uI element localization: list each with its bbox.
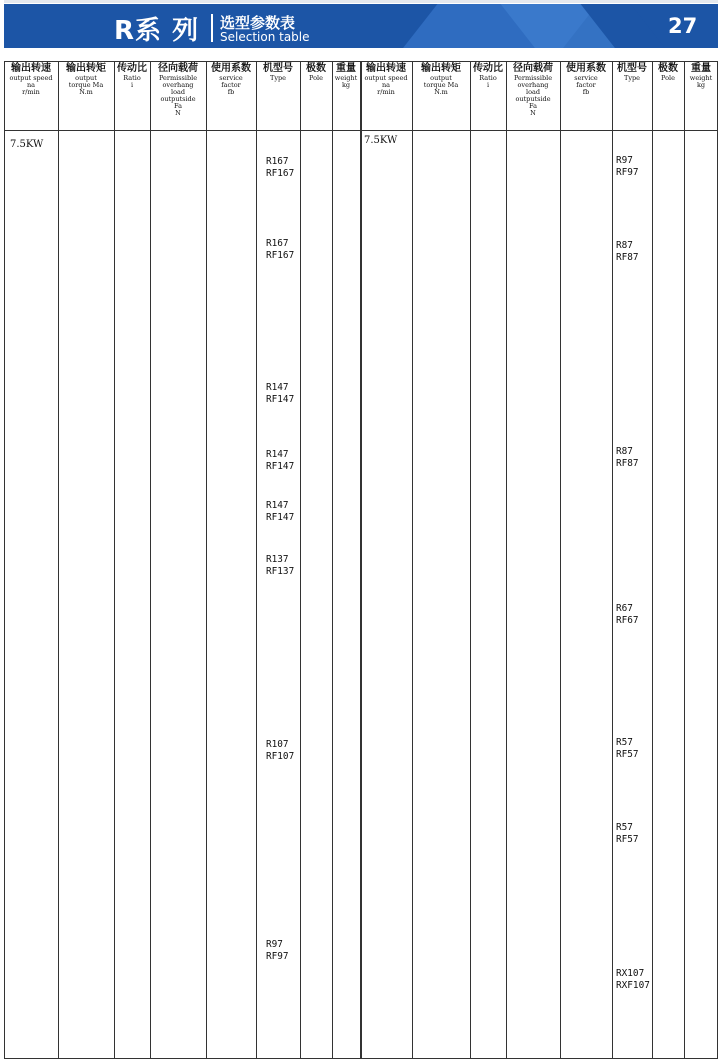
- left-column-header: 极数 Pole: [306, 63, 326, 82]
- right-column-header: 径向载荷 Permissible overhang load outputside Fa N: [513, 63, 553, 117]
- type-cell: RF167: [266, 249, 295, 261]
- type-cell: R67: [616, 603, 633, 614]
- type-cell: R167: [266, 156, 289, 167]
- type-cell: RF97: [266, 950, 289, 962]
- top-strip: [4, 0, 718, 3]
- type-cell: R147: [266, 449, 289, 460]
- left-column-header: 重量 weight kg: [334, 63, 358, 89]
- table-title-cn: 选型参数表: [220, 14, 296, 32]
- right-column-header: 机型号 Type: [617, 63, 647, 82]
- column-divider: [560, 61, 561, 1059]
- type-cell: R147: [266, 500, 289, 511]
- column-divider: [206, 61, 207, 1059]
- right-column-header: 重量 weight kg: [689, 63, 713, 89]
- left-column-header: 传动比 Ratio i: [117, 63, 147, 89]
- column-divider: [612, 61, 613, 1059]
- type-cell: RXF107: [616, 979, 650, 991]
- column-divider: [470, 61, 471, 1059]
- left-column-header: 机型号 Type: [263, 63, 293, 82]
- type-cell: RF147: [266, 393, 295, 405]
- column-divider: [652, 61, 653, 1059]
- right-column-header: 输出转矩 output torque Ma N.m: [421, 63, 461, 96]
- table-title-en: Selection table: [220, 30, 310, 44]
- page-number: 27: [668, 14, 698, 38]
- type-cell: RF57: [616, 833, 639, 845]
- right-column-header: 传动比 Ratio i: [473, 63, 503, 89]
- page-header: [4, 4, 718, 48]
- column-divider: [506, 61, 507, 1059]
- type-cell: R167: [266, 238, 289, 249]
- type-cell: RF147: [266, 460, 295, 472]
- type-cell: R147: [266, 382, 289, 393]
- column-divider: [58, 61, 59, 1059]
- type-cell: R57: [616, 822, 633, 833]
- type-cell: RF137: [266, 565, 295, 577]
- right-column-header: 输出转速 output speed na r/min: [364, 63, 408, 96]
- column-divider: [412, 61, 413, 1059]
- type-cell: R87: [616, 446, 633, 457]
- left-column-header: 输出转速 output speed na r/min: [9, 63, 53, 96]
- type-cell: RF147: [266, 511, 295, 523]
- right-column-header: 使用系数 service factor fb: [566, 63, 606, 96]
- type-cell: R107: [266, 739, 289, 750]
- type-cell: R97: [266, 939, 283, 950]
- type-cell: RF67: [616, 614, 639, 626]
- type-cell: RF97: [616, 166, 639, 178]
- series-title: R系 列: [114, 16, 200, 46]
- left-power-label: 7.5KW: [10, 139, 44, 150]
- column-divider: [150, 61, 151, 1059]
- type-cell: RF57: [616, 748, 639, 760]
- type-cell: R137: [266, 554, 289, 565]
- left-column-header: 输出转矩 output torque Ma N.m: [66, 63, 106, 96]
- column-divider: [360, 61, 362, 1059]
- column-divider: [684, 61, 685, 1059]
- type-cell: R57: [616, 737, 633, 748]
- right-column-header: 极数 Pole: [658, 63, 678, 82]
- column-divider: [300, 61, 301, 1059]
- type-cell: RF87: [616, 457, 639, 469]
- type-cell: RF87: [616, 251, 639, 263]
- left-column-header: 径向载荷 Permissible overhang load outputside Fa N: [158, 63, 198, 117]
- column-divider: [332, 61, 333, 1059]
- left-column-header: 使用系数 service factor fb: [211, 63, 251, 96]
- column-divider: [114, 61, 115, 1059]
- right-power-label: 7.5KW: [364, 135, 398, 146]
- column-divider: [256, 61, 257, 1059]
- type-cell: RF107: [266, 750, 295, 762]
- type-cell: R87: [616, 240, 633, 251]
- type-cell: RX107: [616, 968, 645, 979]
- type-cell: R97: [616, 155, 633, 166]
- type-cell: RF167: [266, 167, 295, 179]
